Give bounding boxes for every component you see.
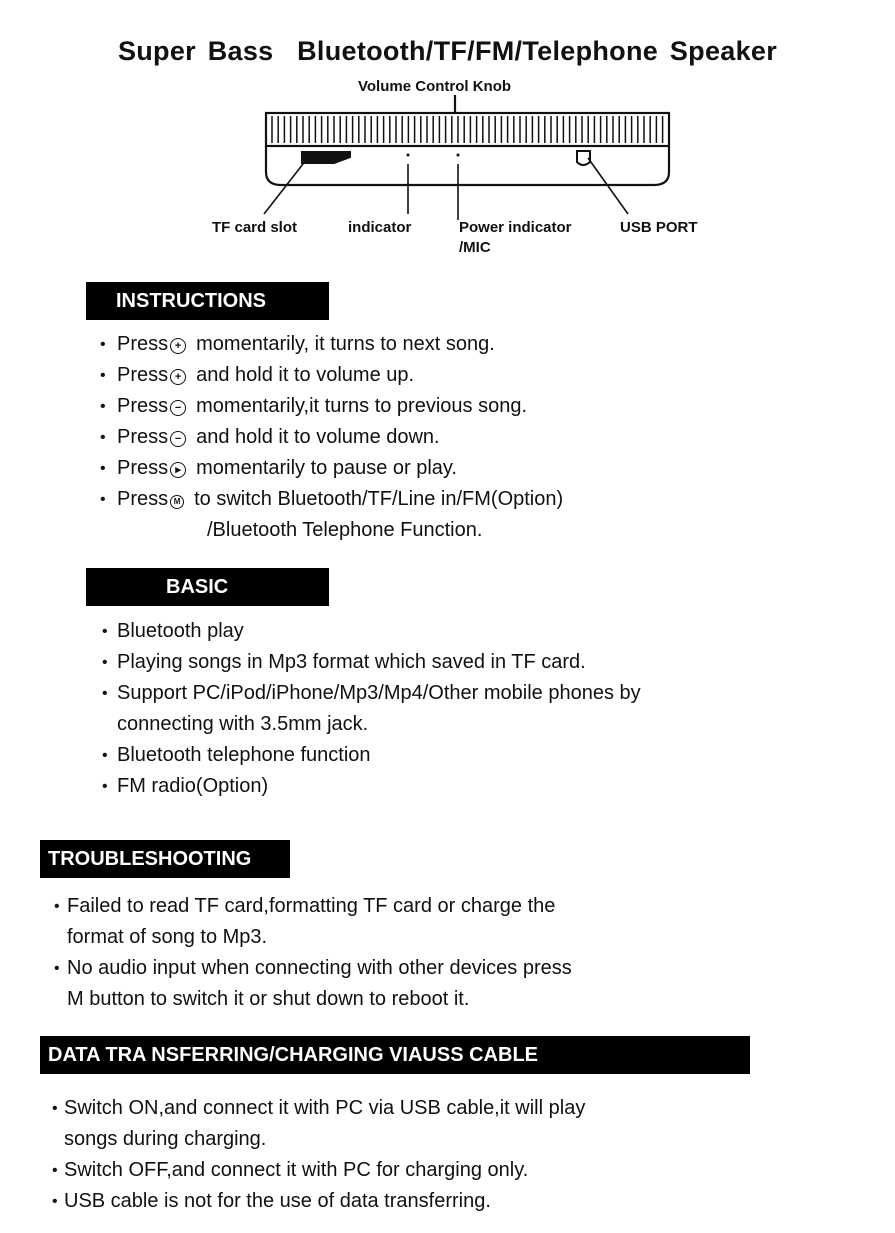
list-item: connecting with 3.5mm jack. [117,713,369,735]
mic-label: /MIC [459,239,491,256]
speaker-grille [272,116,663,143]
list-item: • Switch OFF,and connect it with PC for charging only. [52,1155,585,1186]
minus-button-icon: − [170,400,186,416]
list-item: • Bluetooth play [102,616,641,647]
speaker-body [266,95,669,185]
power-indicator-label: Power indicator [459,219,572,236]
bullet-icon: • [52,1100,58,1117]
bullet-icon: • [52,1193,58,1210]
list-item: • Playing songs in Mp3 format which saved in TF card. [102,647,641,678]
indicator-label: indicator [348,219,412,236]
list-item: • Failed to read TF card,formatting TF card or charge the [54,891,572,922]
bullet-icon: • [54,898,60,915]
list-item: • Press ▸ momentarily to pause or play. [100,453,563,484]
usb-port-label: USB PORT [620,219,698,236]
troubleshooting-list [54,891,572,1015]
speaker-diagram [0,70,895,270]
bullet-icon: • [100,429,106,446]
play-pause-button-icon: ▸ [170,462,186,478]
list-item: • Press + momentarily, it turns to next song. [100,329,563,360]
list-item: • USB cable is not for the use of data transferring. [52,1186,585,1217]
list-item: • Support PC/iPod/iPhone/Mp3/Mp4/Other mobile phones by [102,678,641,709]
bullet-icon: • [100,491,106,508]
basic-list [102,616,641,802]
list-item: • Press M to switch Bluetooth/TF/Line in/FM(Option) [100,484,563,515]
troubleshooting-header: TROUBLESHOOTING [40,840,290,878]
page-title: Super Bass Bluetooth/TF/FM/Telephone Speaker [117,36,778,66]
list-item: format of song to Mp3. [67,926,268,948]
plus-button-icon: + [170,338,186,354]
list-item: • Press − momentarily,it turns to previous song. [100,391,563,422]
list-item: • Switch ON,and connect it with PC via USB cable,it will play [52,1093,585,1124]
mode-button-icon: M [170,495,184,509]
power-indicator-dot [457,154,460,157]
tf-card-slot-label: TF card slot [212,219,298,236]
instructions-header: INSTRUCTIONS [86,282,329,320]
list-item: • Bluetooth telephone function [102,740,641,771]
callout-lines [264,155,628,220]
minus-button-icon: − [170,431,186,447]
bullet-icon: • [102,747,108,764]
bullet-icon: • [100,336,106,353]
bullet-icon: • [54,960,60,977]
bullet-icon: • [102,685,108,702]
data-transfer-header: DATA TRA NSFERRING/CHARGING VIAUSS CABLE [40,1036,750,1074]
list-item: • Press − and hold it to volume down. [100,422,563,453]
bullet-icon: • [100,367,106,384]
bullet-icon: • [102,778,108,795]
list-item: /Bluetooth Telephone Function. [207,519,483,541]
list-item: M button to switch it or shut down to reboot it. [67,988,470,1010]
data-transfer-list [52,1093,585,1217]
indicator-dot [407,154,410,157]
bullet-icon: • [100,460,106,477]
bullet-icon: • [100,398,106,415]
basic-header: BASIC [86,568,329,606]
list-item: songs during charging. [64,1128,267,1150]
volume-control-knob-label: Volume Control Knob [358,78,512,95]
bullet-icon: • [52,1162,58,1179]
tf-card-slot [302,152,350,163]
list-item: • No audio input when connecting with other devices press [54,953,572,984]
list-item: • FM radio(Option) [102,771,641,802]
bullet-icon: • [102,654,108,671]
plus-button-icon: + [170,369,186,385]
list-item: • Press + and hold it to volume up. [100,360,563,391]
instructions-list [100,329,563,546]
bullet-icon: • [102,623,108,640]
